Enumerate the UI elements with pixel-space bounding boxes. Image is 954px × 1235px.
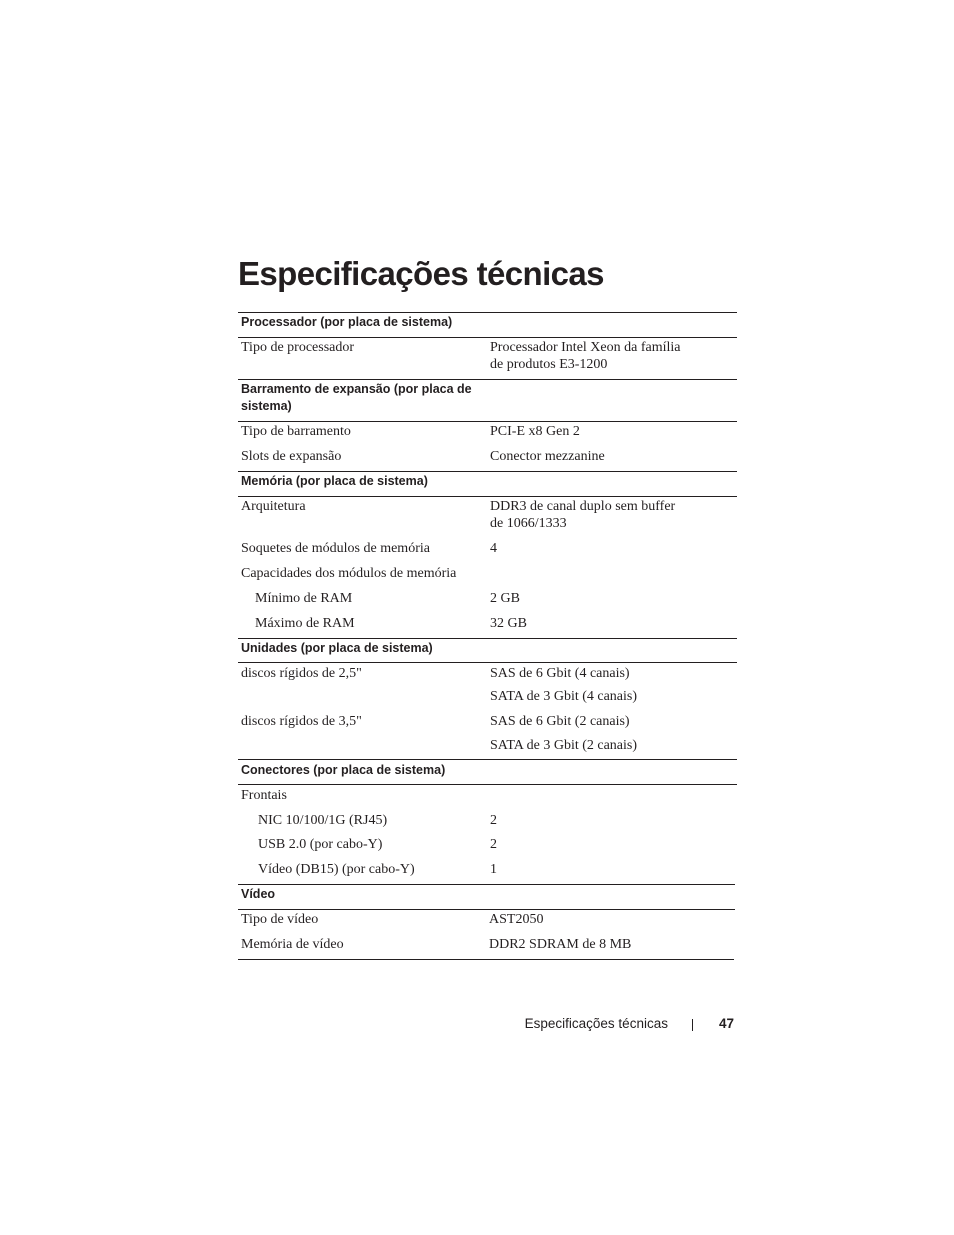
bus-type-label: Tipo de barramento <box>241 424 351 439</box>
table-rule <box>238 496 737 497</box>
max-ram-value: 32 GB <box>490 616 527 631</box>
expansion-slots-value: Conector mezzanine <box>490 449 605 464</box>
processor-type-label: Tipo de processador <box>241 340 355 355</box>
hdd-2-5-value-sata: SATA de 3 Gbit (4 canais) <box>490 689 638 704</box>
footer-title: Especificações técnicas <box>524 1016 668 1031</box>
table-rule <box>238 662 737 663</box>
nic-label: NIC 10/100/1G (RJ45) <box>258 813 388 828</box>
section-header-expansion-bus-line2: sistema) <box>241 399 292 413</box>
architecture-label: Arquitetura <box>241 499 306 514</box>
min-ram-label: Mínimo de RAM <box>255 591 353 606</box>
video-port-value: 1 <box>490 862 497 877</box>
memory-capacities-label: Capacidades dos módulos de memória <box>241 566 457 581</box>
video-memory-label: Memória de vídeo <box>241 937 344 952</box>
architecture-value-line1: DDR3 de canal duplo sem buffer <box>490 499 676 514</box>
section-header-connectors: Conectores (por placa de sistema) <box>241 763 446 777</box>
table-rule <box>238 379 737 380</box>
table-rule <box>238 421 737 422</box>
front-connectors-label: Frontais <box>241 788 287 803</box>
min-ram-value: 2 GB <box>490 591 520 606</box>
memory-sockets-label: Soquetes de módulos de memória <box>241 541 430 556</box>
video-type-label: Tipo de vídeo <box>241 912 319 927</box>
table-rule <box>238 759 737 760</box>
hdd-2-5-label: discos rígidos de 2,5" <box>241 666 362 681</box>
usb-label: USB 2.0 (por cabo-Y) <box>258 837 383 852</box>
memory-sockets-value: 4 <box>490 541 497 556</box>
table-rule <box>238 909 735 910</box>
section-header-video: Vídeo <box>241 887 276 901</box>
processor-type-value-line2: de produtos E3-1200 <box>490 357 608 372</box>
video-memory-value: DDR2 SDRAM de 8 MB <box>489 937 632 952</box>
footer-separator <box>692 1019 693 1031</box>
hdd-2-5-value-sas: SAS de 6 Gbit (4 canais) <box>490 666 630 681</box>
table-rule <box>238 638 737 639</box>
section-header-drives: Unidades (por placa de sistema) <box>241 641 433 655</box>
page-title: Especificações técnicas <box>238 255 604 292</box>
section-header-expansion-bus-line1: Barramento de expansão (por placa de <box>241 382 472 396</box>
video-port-label: Vídeo (DB15) (por cabo-Y) <box>258 862 415 877</box>
architecture-value-line2: de 1066/1333 <box>490 516 567 531</box>
nic-value: 2 <box>490 813 497 828</box>
table-rule <box>238 959 734 960</box>
table-rule <box>238 471 737 472</box>
video-type-value: AST2050 <box>489 912 544 927</box>
bus-type-value: PCI-E x8 Gen 2 <box>490 424 580 439</box>
section-header-memory: Memória (por placa de sistema) <box>241 474 428 488</box>
processor-type-value-line1: Processador Intel Xeon da família <box>490 340 681 355</box>
hdd-3-5-value-sas: SAS de 6 Gbit (2 canais) <box>490 714 630 729</box>
page-footer <box>525 1015 734 1033</box>
table-rule <box>238 337 737 338</box>
section-header-processor: Processador (por placa de sistema) <box>241 315 453 329</box>
expansion-slots-label: Slots de expansão <box>241 449 342 464</box>
hdd-3-5-label: discos rígidos de 3,5" <box>241 714 362 729</box>
table-rule <box>238 312 737 313</box>
page-number: 47 <box>718 1016 734 1031</box>
usb-value: 2 <box>490 837 497 852</box>
max-ram-label: Máximo de RAM <box>255 616 355 631</box>
hdd-3-5-value-sata: SATA de 3 Gbit (2 canais) <box>490 738 638 753</box>
table-rule <box>238 884 735 885</box>
table-rule <box>238 784 737 785</box>
